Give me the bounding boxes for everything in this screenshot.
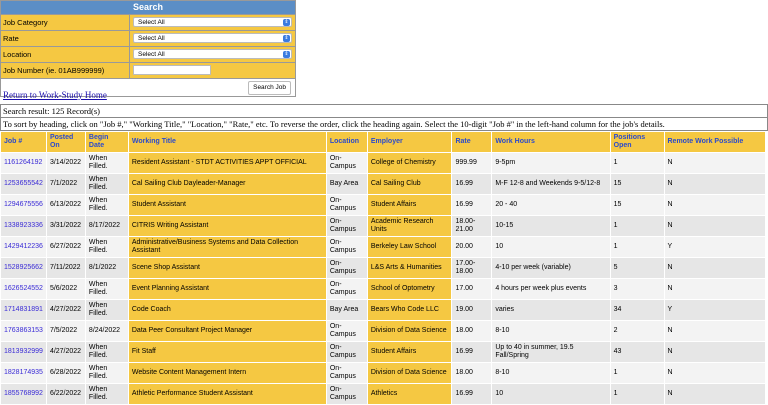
cell-location: On-Campus — [326, 195, 367, 216]
cell-work-hours: 10 — [492, 237, 610, 258]
cell-rate: 17.00 — [452, 279, 492, 300]
cell-positions-open: 1 — [610, 363, 664, 384]
cell-rate: 20.00 — [452, 237, 492, 258]
cell-remote-work: N — [664, 279, 766, 300]
cell-posted-on: 6/22/2022 — [46, 384, 85, 405]
cell-begin-date: When Filled. — [85, 384, 128, 405]
cell-posted-on: 3/31/2022 — [46, 216, 85, 237]
search-panel — [0, 0, 296, 97]
cell-work-hours: 4 hours per week plus events — [492, 279, 610, 300]
cell-employer: School of Optometry — [367, 279, 452, 300]
cell-job-number[interactable]: 1813932999 — [1, 342, 47, 363]
table-row — [1, 384, 766, 405]
cell-positions-open: 5 — [610, 258, 664, 279]
cell-location: Bay Area — [326, 174, 367, 195]
cell-location: On-Campus — [326, 258, 367, 279]
cell-begin-date: When Filled. — [85, 195, 128, 216]
job-category-row — [1, 14, 295, 30]
job-category-select[interactable]: Select All ⇕ — [133, 17, 292, 27]
cell-begin-date: 8/17/2022 — [85, 216, 128, 237]
cell-remote-work: N — [664, 174, 766, 195]
cell-remote-work: N — [664, 321, 766, 342]
cell-working-title: CITRIS Writing Assistant — [128, 216, 326, 237]
cell-positions-open: 3 — [610, 279, 664, 300]
table-row — [1, 258, 766, 279]
cell-remote-work: N — [664, 384, 766, 405]
cell-job-number[interactable]: 1429412236 — [1, 237, 47, 258]
cell-employer: Cal Sailing Club — [367, 174, 452, 195]
cell-positions-open: 1 — [610, 237, 664, 258]
return-home-link[interactable]: Return to Work-Study Home — [3, 90, 107, 100]
table-row — [1, 342, 766, 363]
cell-location: On-Campus — [326, 237, 367, 258]
cell-rate: 16.99 — [452, 195, 492, 216]
cell-location: On-Campus — [326, 279, 367, 300]
table-row — [1, 300, 766, 321]
cell-employer: Student Affairs — [367, 195, 452, 216]
cell-working-title: Fit Staff — [128, 342, 326, 363]
cell-employer: Athletics — [367, 384, 452, 405]
table-header — [1, 132, 766, 153]
cell-rate: 17.00-18.00 — [452, 258, 492, 279]
cell-begin-date: When Filled. — [85, 237, 128, 258]
cell-posted-on: 5/6/2022 — [46, 279, 85, 300]
cell-job-number[interactable]: 1626524552 — [1, 279, 47, 300]
cell-rate: 16.99 — [452, 384, 492, 405]
cell-rate: 999.99 — [452, 153, 492, 174]
cell-rate: 16.99 — [452, 174, 492, 195]
cell-posted-on: 4/27/2022 — [46, 300, 85, 321]
header-job-number[interactable]: Job # — [1, 132, 47, 153]
chevron-updown-icon: ⇕ — [284, 19, 289, 25]
cell-begin-date: 8/24/2022 — [85, 321, 128, 342]
cell-job-number[interactable]: 1294675556 — [1, 195, 47, 216]
result-count: Search result: 125 Record(s) — [3, 106, 101, 116]
cell-working-title: Administrative/Business Systems and Data Collection Assistant — [128, 237, 326, 258]
table-row — [1, 321, 766, 342]
cell-job-number[interactable]: 1714831891 — [1, 300, 47, 321]
rate-row — [1, 30, 295, 46]
cell-remote-work: N — [664, 216, 766, 237]
cell-working-title: Code Coach — [128, 300, 326, 321]
cell-positions-open: 1 — [610, 216, 664, 237]
rate-label: Rate — [1, 31, 130, 46]
cell-posted-on: 6/13/2022 — [46, 195, 85, 216]
cell-working-title: Student Assistant — [128, 195, 326, 216]
cell-work-hours: 4-10 per week (variable) — [492, 258, 610, 279]
cell-employer: Berkeley Law School — [367, 237, 452, 258]
cell-working-title: Resident Assistant - STDT ACTIVITIES APPT OFFICIAL — [128, 153, 326, 174]
cell-job-number[interactable]: 1528925662 — [1, 258, 47, 279]
table-row — [1, 174, 766, 195]
cell-location: Bay Area — [326, 300, 367, 321]
cell-work-hours: 8-10 — [492, 363, 610, 384]
cell-work-hours: 10 — [492, 384, 610, 405]
cell-rate: 18.00 — [452, 363, 492, 384]
header-positions-open[interactable]: Positions Open — [610, 132, 664, 153]
cell-remote-work: N — [664, 363, 766, 384]
cell-working-title: Website Content Management Intern — [128, 363, 326, 384]
cell-begin-date: When Filled. — [85, 342, 128, 363]
header-begin-date[interactable]: Begin Date — [85, 132, 128, 153]
cell-location: On-Campus — [326, 384, 367, 405]
job-number-input[interactable] — [133, 65, 211, 75]
chevron-updown-icon: ⇕ — [284, 35, 289, 41]
cell-rate: 19.00 — [452, 300, 492, 321]
table-row — [1, 237, 766, 258]
cell-location: On-Campus — [326, 321, 367, 342]
cell-employer: Bears Who Code LLC — [367, 300, 452, 321]
cell-employer: Student Affairs — [367, 342, 452, 363]
cell-working-title: Athletic Performance Student Assistant — [128, 384, 326, 405]
cell-working-title: Event Planning Assistant — [128, 279, 326, 300]
job-number-row — [1, 62, 295, 78]
cell-positions-open: 15 — [610, 174, 664, 195]
cell-job-number[interactable]: 1253655542 — [1, 174, 47, 195]
cell-positions-open: 15 — [610, 195, 664, 216]
cell-location: On-Campus — [326, 153, 367, 174]
job-number-label: Job Number (ie. 01AB999999) — [1, 63, 130, 78]
cell-work-hours: Up to 40 in summer, 19.5 Fall/Spring — [492, 342, 610, 363]
table-row — [1, 195, 766, 216]
cell-working-title: Cal Sailing Club Dayleader-Manager — [128, 174, 326, 195]
job-category-label: Job Category — [1, 15, 130, 30]
cell-positions-open: 1 — [610, 384, 664, 405]
cell-begin-date: When Filled. — [85, 279, 128, 300]
table-row — [1, 216, 766, 237]
cell-work-hours: 8-10 — [492, 321, 610, 342]
cell-remote-work: N — [664, 342, 766, 363]
header-remote-work[interactable]: Remote Work Possible — [664, 132, 766, 153]
cell-remote-work: N — [664, 195, 766, 216]
chevron-updown-icon: ⇕ — [284, 51, 289, 57]
cell-posted-on: 7/1/2022 — [46, 174, 85, 195]
header-employer[interactable]: Employer — [367, 132, 452, 153]
cell-posted-on: 7/5/2022 — [46, 321, 85, 342]
jobs-table — [0, 131, 766, 405]
search-title: Search — [1, 1, 295, 14]
rate-select[interactable]: Select All ⇕ — [133, 33, 292, 43]
header-work-hours[interactable]: Work Hours — [492, 132, 610, 153]
cell-job-number[interactable]: 1763863153 — [1, 321, 47, 342]
table-row — [1, 363, 766, 384]
cell-employer: Division of Data Science — [367, 363, 452, 384]
cell-positions-open: 34 — [610, 300, 664, 321]
cell-work-hours: 20 - 40 — [492, 195, 610, 216]
header-location[interactable]: Location — [326, 132, 367, 153]
cell-remote-work: Y — [664, 237, 766, 258]
cell-rate: 18.00 — [452, 321, 492, 342]
cell-employer: Academic Research Units — [367, 216, 452, 237]
table-row — [1, 153, 766, 174]
cell-job-number[interactable]: 1828174935 — [1, 363, 47, 384]
cell-job-number[interactable]: 1161264192 — [1, 153, 47, 174]
cell-begin-date: When Filled. — [85, 153, 128, 174]
cell-remote-work: N — [664, 258, 766, 279]
cell-begin-date: 8/1/2022 — [85, 258, 128, 279]
cell-working-title: Data Peer Consultant Project Manager — [128, 321, 326, 342]
cell-remote-work: N — [664, 153, 766, 174]
sort-instructions: To sort by heading, click on "Job #," "Working Title," "Location," "Rate," etc. To reverse the order, click the heading again. Select the 10-digit "Job #" in the left-hand column for the job's details. — [1, 117, 767, 130]
cell-begin-date: When Filled. — [85, 300, 128, 321]
cell-positions-open: 2 — [610, 321, 664, 342]
cell-begin-date: When Filled. — [85, 363, 128, 384]
cell-begin-date: When Filled. — [85, 174, 128, 195]
cell-posted-on: 7/11/2022 — [46, 258, 85, 279]
result-box — [0, 104, 768, 131]
cell-posted-on: 3/14/2022 — [46, 153, 85, 174]
cell-location: On-Campus — [326, 363, 367, 384]
cell-job-number[interactable]: 1338923336 — [1, 216, 47, 237]
location-label: Location — [1, 47, 130, 62]
cell-job-number[interactable]: 1855768992 — [1, 384, 47, 405]
cell-posted-on: 6/27/2022 — [46, 237, 85, 258]
cell-posted-on: 4/27/2022 — [46, 342, 85, 363]
cell-employer: Division of Data Science — [367, 321, 452, 342]
cell-work-hours: 9-5pm — [492, 153, 610, 174]
cell-location: On-Campus — [326, 342, 367, 363]
cell-positions-open: 1 — [610, 153, 664, 174]
cell-work-hours: 10-15 — [492, 216, 610, 237]
header-posted-on[interactable]: Posted On — [46, 132, 85, 153]
cell-remote-work: Y — [664, 300, 766, 321]
search-job-button[interactable]: Search Job — [248, 81, 291, 95]
table-row — [1, 279, 766, 300]
location-select[interactable]: Select All ⇕ — [133, 49, 292, 59]
header-rate[interactable]: Rate — [452, 132, 492, 153]
cell-employer: L&S Arts & Humanities — [367, 258, 452, 279]
cell-location: On-Campus — [326, 216, 367, 237]
cell-rate: 18.00-21.00 — [452, 216, 492, 237]
cell-posted-on: 6/28/2022 — [46, 363, 85, 384]
header-working-title[interactable]: Working Title — [128, 132, 326, 153]
cell-working-title: Scene Shop Assistant — [128, 258, 326, 279]
location-row — [1, 46, 295, 62]
cell-employer: College of Chemistry — [367, 153, 452, 174]
cell-positions-open: 43 — [610, 342, 664, 363]
cell-rate: 16.99 — [452, 342, 492, 363]
cell-work-hours: varies — [492, 300, 610, 321]
cell-work-hours: M-F 12-8 and Weekends 9-5/12-8 — [492, 174, 610, 195]
